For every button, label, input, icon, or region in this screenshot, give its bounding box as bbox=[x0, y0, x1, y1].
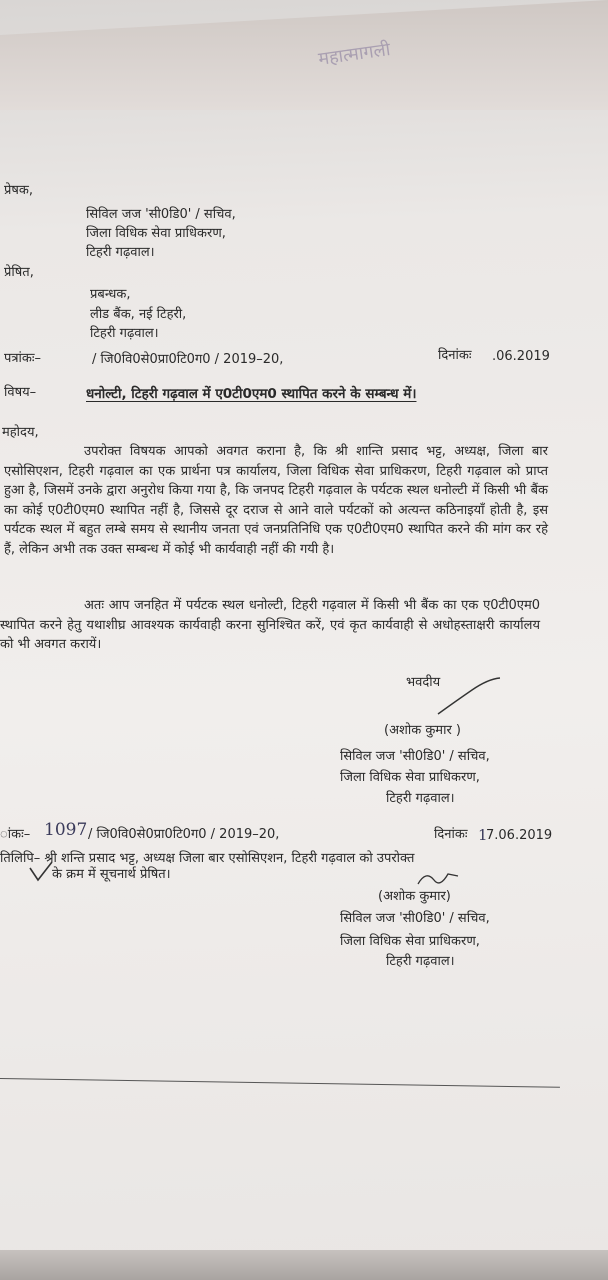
signatory-line-3: टिहरी गढ़वाल। bbox=[386, 791, 455, 806]
handwritten-stamp: महात्मागली bbox=[316, 39, 392, 70]
signatory-line-1: सिविल जज 'सी0डि0' / सचिव, bbox=[340, 749, 490, 764]
tick-mark bbox=[28, 860, 54, 882]
footer-rule bbox=[0, 1078, 560, 1088]
signatory-name: (अशोक कुमार ) bbox=[384, 723, 461, 738]
signatory-line-2: जिला विधिक सेवा प्राधिकरण, bbox=[340, 770, 480, 785]
copy-signatory-name: (अशोक कुमार) bbox=[378, 889, 451, 904]
recipient-line-1: प्रबन्धक, bbox=[90, 287, 131, 302]
body-paragraph-2: अतः आप जनहित में पर्यटक स्थल धनोल्टी, टिहरी गढ़वाल में किसी भी बैंक का एक ए0टी0एम0 स्थापित करने हेतु यथाशीघ्र आवश्यक कार्यवाही करना सुनिश्चित करें, एवं कृत कार्यवाही से अधोहस्ताक्षरी कार्यालय को भी अवगत करायें। bbox=[0, 598, 540, 652]
sender-line-2: जिला विधिक सेवा प्राधिकरण, bbox=[86, 226, 226, 241]
copy-signatory-line-2: जिला विधिक सेवा प्राधिकरण, bbox=[340, 934, 480, 949]
sender-label: प्रेषक, bbox=[4, 183, 34, 198]
salutation: महोदय, bbox=[2, 425, 39, 440]
page-top-fold bbox=[0, 0, 608, 110]
recipient-label: प्रेषित, bbox=[4, 265, 34, 280]
ref-label: पत्रांकः– bbox=[4, 351, 42, 366]
recipient-line-3: टिहरी गढ़वाल। bbox=[90, 326, 159, 341]
copy-ref-label: ांकः– bbox=[0, 827, 31, 842]
subject-label: विषय– bbox=[4, 385, 37, 400]
copy-ref-number: / जि0वि0से0प्रा0टि0ग0 / 2019–20, bbox=[88, 827, 280, 842]
copy-signatory-line-3: टिहरी गढ़वाल। bbox=[386, 954, 455, 969]
copy-signatory-line-1: सिविल जज 'सी0डि0' / सचिव, bbox=[340, 911, 490, 926]
initials-mark bbox=[414, 866, 464, 890]
copy-date-value: 7.06.2019 bbox=[486, 828, 553, 843]
sender-line-1: सिविल जज 'सी0डि0' / सचिव, bbox=[86, 207, 236, 222]
copy-date-handwritten: 1 bbox=[478, 826, 488, 844]
date-value: .06.2019 bbox=[492, 349, 550, 364]
copy-date-label: दिनांकः bbox=[434, 827, 468, 842]
subject-text: धनोल्टी, टिहरी गढ़वाल में ए0टी0एम0 स्थापित करने के सम्बन्ध में। bbox=[86, 386, 417, 402]
date-label: दिनांकः bbox=[438, 348, 472, 363]
ref-number: / जि0वि0से0प्रा0टि0ग0 / 2019–20, bbox=[92, 352, 284, 367]
page-bottom-edge bbox=[0, 1250, 608, 1280]
copy-line-1: तिलिपि– श्री शन्ति प्रसाद भट्ट, अध्यक्ष जिला बार एसोसिएशन, टिहरी गढ़वाल को उपरोक्त bbox=[0, 851, 415, 866]
closing: भवदीय bbox=[406, 675, 441, 690]
body-paragraph-1: उपरोक्त विषयक आपको अवगत कराना है, कि श्री शान्ति प्रसाद भट्ट, अध्यक्ष, जिला बार एसोसिएशन, टिहरी गढ़वाल का एक प्रार्थना पत्र कार्यालय, जिला विधिक सेवा प्राधिकरण, टिहरी गढ़वाल को प्राप्त हुआ है, जिसमें उनके द्वारा अनुरोध किया गया है, कि जनपद टिहरी गढ़वाल के पर्यटक स्थल धनोल्टी में किसी भी बैंक का कोई ए0टी0एम0 स्थापित नहीं है, जिससे दूर दराज से आने वाले पर्यटकों को अत्यन्त कठिनाइयाँ होती है, इस पर्यटक स्थल में बहुत लम्बे समय से स्थानीय जनता एवं जनप्रतिनिधि एक ए0टी0एम0 स्थापित करने की मांग कर रहे हैं, लेकिन अभी तक उक्त सम्बन्ध में कोई भी कार्यवाही नहीं की गयी है। bbox=[4, 444, 548, 557]
sender-line-3: टिहरी गढ़वाल। bbox=[86, 245, 155, 260]
copy-line-2: के क्रम में सूचनार्थ प्रेषित। bbox=[52, 867, 171, 882]
copy-ref-handwritten: 1097 bbox=[44, 820, 88, 840]
recipient-line-2: लीड बैंक, नई टिहरी, bbox=[90, 307, 187, 322]
signature-mark bbox=[436, 676, 506, 716]
